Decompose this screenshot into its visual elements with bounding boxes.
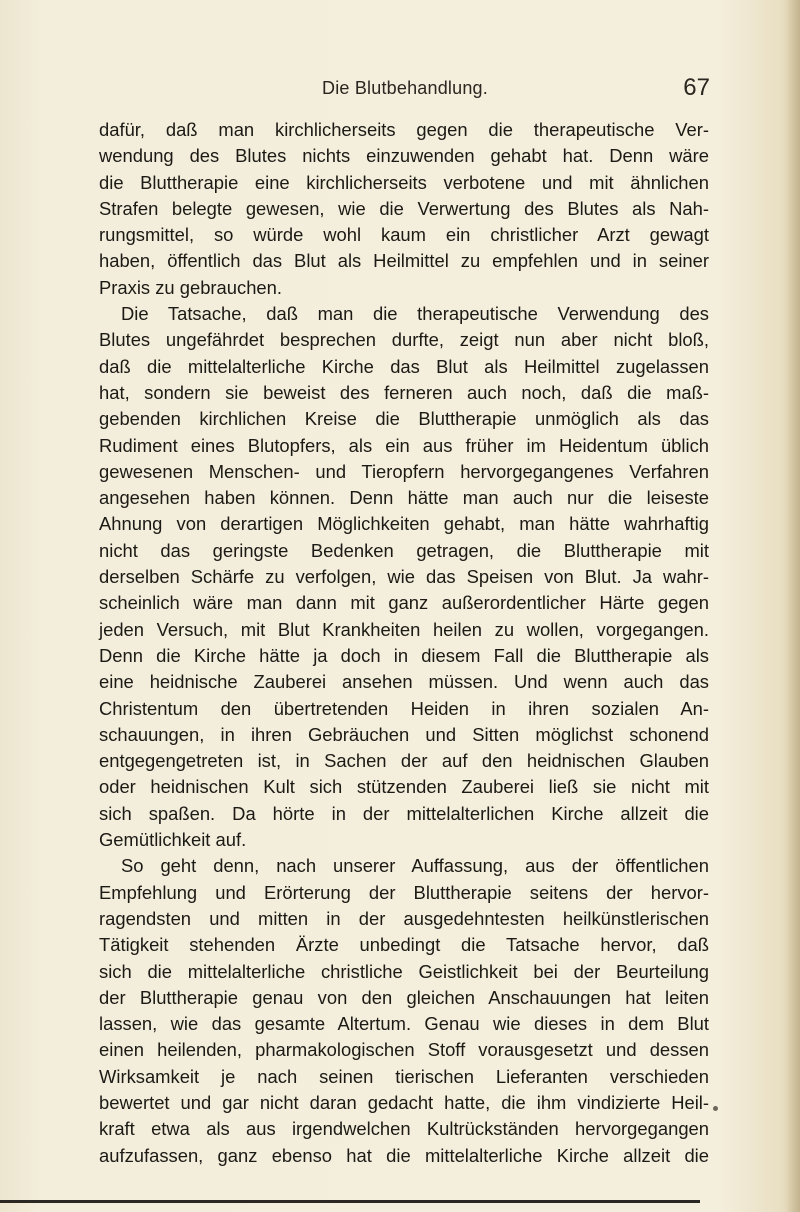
text-line: nicht das geringste Bedenken getragen, die Bluttherapie mit	[99, 539, 709, 561]
page-number: 67	[683, 74, 710, 101]
text-line: gewesenen Menschen- und Tieropfern hervorgegangenes Verfahren	[99, 460, 709, 482]
text-line: Denn die Kirche hätte ja doch in diesem Fall die Bluttherapie als	[99, 644, 709, 666]
text-line: Blutes ungefährdet besprechen durfte, zeigt nun aber nicht bloß,	[99, 329, 709, 351]
text-line: sich spaßen. Da hörte in der mittelalterlichen Kirche allzeit die	[99, 802, 709, 824]
text-line: aufzufassen, ganz ebenso hat die mittelalterliche Kirche allzeit die	[99, 1144, 709, 1166]
text-line: hat, sondern sie beweist des ferneren auch noch, daß die maß-	[99, 381, 709, 403]
text-line: der Bluttherapie genau von den gleichen Anschauungen hat leiten	[99, 986, 709, 1008]
bottom-edge-shadow	[0, 1200, 700, 1203]
text-line: schauungen, in ihren Gebräuchen und Sitten möglichst schonend	[99, 723, 709, 745]
text-line: Empfehlung und Erörterung der Bluttherapie seitens der hervor-	[99, 881, 709, 903]
text-line: wendung des Blutes nichts einzuwenden gehabt hat. Denn wäre	[99, 145, 709, 167]
text-line: So geht denn, nach unserer Auffassung, aus der öffentlichen	[121, 855, 709, 877]
text-line: Rudiment eines Blutopfers, als ein aus früher im Heidentum üblich	[99, 434, 709, 456]
text-line: rungsmittel, so würde wohl kaum ein christlicher Arzt gewagt	[99, 224, 709, 246]
text-line: einen heilenden, pharmakologischen Stoff vorausgesetzt und dessen	[99, 1039, 709, 1061]
text-line: haben, öffentlich das Blut als Heilmittel zu empfehlen und in seiner	[99, 250, 709, 272]
text-line: eine heidnische Zauberei ansehen müssen. Und wenn auch das	[99, 671, 709, 693]
text-line: jeden Versuch, mit Blut Krankheiten heilen zu wollen, vorgegangen.	[99, 618, 709, 640]
text-line: angesehen haben können. Denn hätte man auch nur die leiseste	[99, 487, 709, 509]
text-line: daß die mittelalterliche Kirche das Blut als Heilmittel zugelassen	[99, 355, 709, 377]
text-line: scheinlich wäre man dann mit ganz außerordentlicher Härte gegen	[99, 592, 709, 614]
text-line: Strafen belegte gewesen, wie die Verwertung des Blutes als Nah-	[99, 197, 709, 219]
body-text	[99, 117, 709, 1169]
text-line: Ahnung von derartigen Möglichkeiten gehabt, man hätte wahrhaftig	[99, 513, 709, 535]
text-line: ragendsten und mitten in der ausgedehntesten heilkünstlerischen	[99, 907, 709, 929]
text-line: die Bluttherapie eine kirchlicherseits verbotene und mit ähnlichen	[99, 171, 709, 193]
running-head: Die Blutbehandlung.	[322, 78, 488, 98]
text-line: Die Tatsache, daß man die therapeutische Verwendung des	[121, 303, 709, 325]
text-line: Gemütlichkeit auf.	[99, 829, 247, 851]
text-line: Christentum den übertretenden Heiden in ihren sozialen An-	[99, 697, 709, 719]
ink-speck	[713, 1106, 718, 1111]
text-line: Praxis zu gebrauchen.	[99, 276, 282, 298]
text-line: bewertet und gar nicht daran gedacht hatte, die ihm vindizierte Heil-	[99, 1091, 709, 1113]
text-line: gebenden kirchlichen Kreise die Bluttherapie unmöglich als das	[99, 408, 709, 430]
page-header	[100, 74, 710, 108]
text-line: Wirksamkeit je nach seinen tierischen Lieferanten verschieden	[99, 1065, 709, 1087]
text-line: oder heidnischen Kult sich stützenden Zauberei ließ sie nicht mit	[99, 776, 709, 798]
text-line: dafür, daß man kirchlicherseits gegen die therapeutische Ver-	[99, 119, 709, 140]
text-line: Tätigkeit stehenden Ärzte unbedingt die Tatsache hervor, daß	[99, 934, 709, 956]
text-line: kraft etwa als aus irgendwelchen Kultrückständen hervorgegangen	[99, 1118, 709, 1140]
page-edge-shadow	[786, 0, 800, 1212]
text-line: sich die mittelalterliche christliche Geistlichkeit bei der Beurteilung	[99, 960, 709, 982]
text-line: derselben Schärfe zu verfolgen, wie das Speisen von Blut. Ja wahr-	[99, 566, 709, 588]
text-line: entgegengetreten ist, in Sachen der auf den heidnischen Glauben	[99, 750, 709, 772]
text-line: lassen, wie das gesamte Altertum. Genau wie dieses in dem Blut	[99, 1013, 709, 1035]
